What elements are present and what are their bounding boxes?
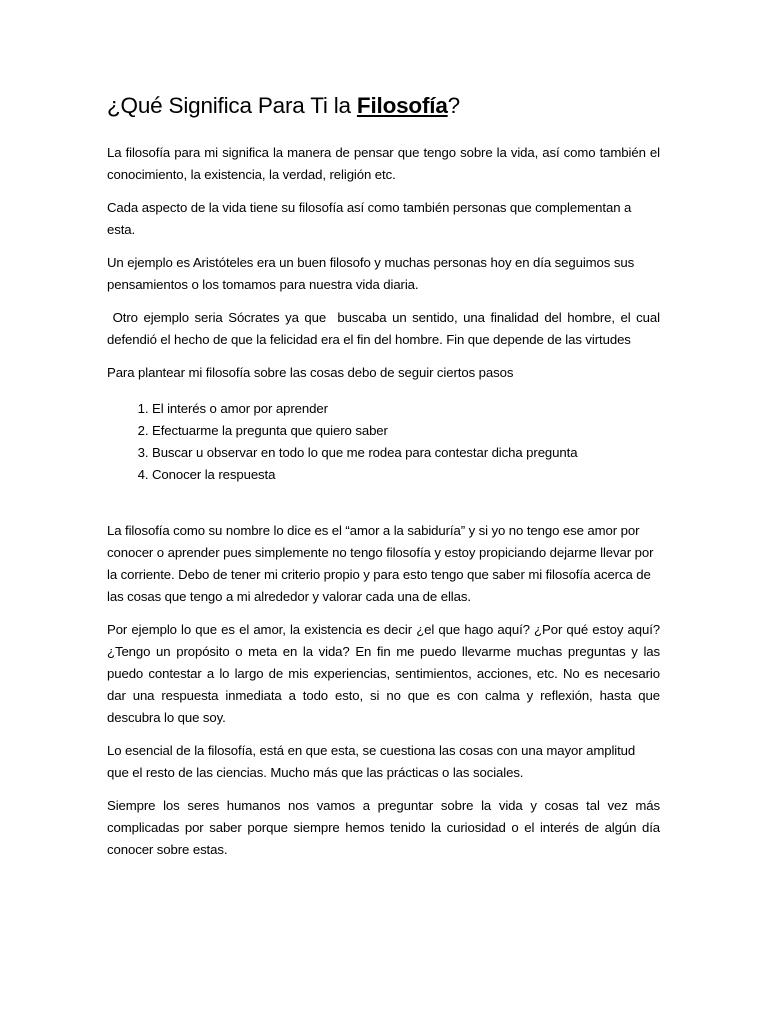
title-emphasis: Filosofía xyxy=(356,93,448,118)
paragraph: Otro ejemplo seria Sócrates ya que buscaba un sentido, una finalidad del hombre, el cual defendió el hecho de que la felicidad era el fin del hombre. Fin que depende de las virtudes xyxy=(107,310,664,347)
list-item: 4. Conocer la respuesta xyxy=(152,464,660,486)
document-body xyxy=(107,90,664,872)
title-suffix: ? xyxy=(447,93,460,118)
paragraph: Un ejemplo es Aristóteles era un buen filosofo y muchas personas hoy en día seguimos sus pensamientos o los tomamos para nuestra vida diaria. xyxy=(107,255,635,292)
paragraph: Por ejemplo lo que es el amor, la existencia es decir ¿el que hago aquí? ¿Por qué estoy aquí? ¿Tengo un propósito o meta en la vida? En fin me puedo llevarme muchas preguntas y las puedo contestar a lo largo de mis experiencias, sentimientos, acciones, etc. No es necesario dar una respuesta inmediata a todo esto, si no que es con calma y reflexión, hasta que descubra lo que soy. xyxy=(107,622,660,725)
title-prefix: ¿Qué Significa Para Ti la xyxy=(107,93,357,118)
paragraph: Para plantear mi filosofía sobre las cosas debo de seguir ciertos pasos xyxy=(107,365,514,380)
paragraph: La filosofía como su nombre lo dice es el “amor a la sabiduría” y si yo no tengo ese amor por conocer o aprender pues simplemente no tengo filosofía y estoy propiciando dejarme llevar por la corriente. Debo de tener mi criterio propio y para esto tengo que saber mi filosofía acerca de las cosas que tengo a mi alrededor y valorar cada una de ellas. xyxy=(107,523,654,604)
list-item: 2. Efectuarme la pregunta que quiero saber xyxy=(152,420,660,442)
paragraph: Cada aspecto de la vida tiene su filosofía así como también personas que complementan a esta. xyxy=(107,200,632,237)
steps-list xyxy=(107,398,660,486)
paragraph: La filosofía para mi significa la manera de pensar que tengo sobre la vida, así como también el conocimiento, la existencia, la verdad, religión etc. xyxy=(107,145,660,182)
paragraph: Lo esencial de la filosofía, está en que esta, se cuestiona las cosas con una mayor amplitud que el resto de las ciencias. Mucho más que las prácticas o las sociales. xyxy=(107,743,636,780)
list-item: 3. Buscar u observar en todo lo que me rodea para contestar dicha pregunta xyxy=(152,442,660,464)
document-title xyxy=(107,90,660,122)
list-item: 1. El interés o amor por aprender xyxy=(152,398,660,420)
paragraph: Siempre los seres humanos nos vamos a preguntar sobre la vida y cosas tal vez más complicadas por saber porque siempre hemos tenido la curiosidad o el interés de algún día conocer sobre estas. xyxy=(107,798,660,857)
